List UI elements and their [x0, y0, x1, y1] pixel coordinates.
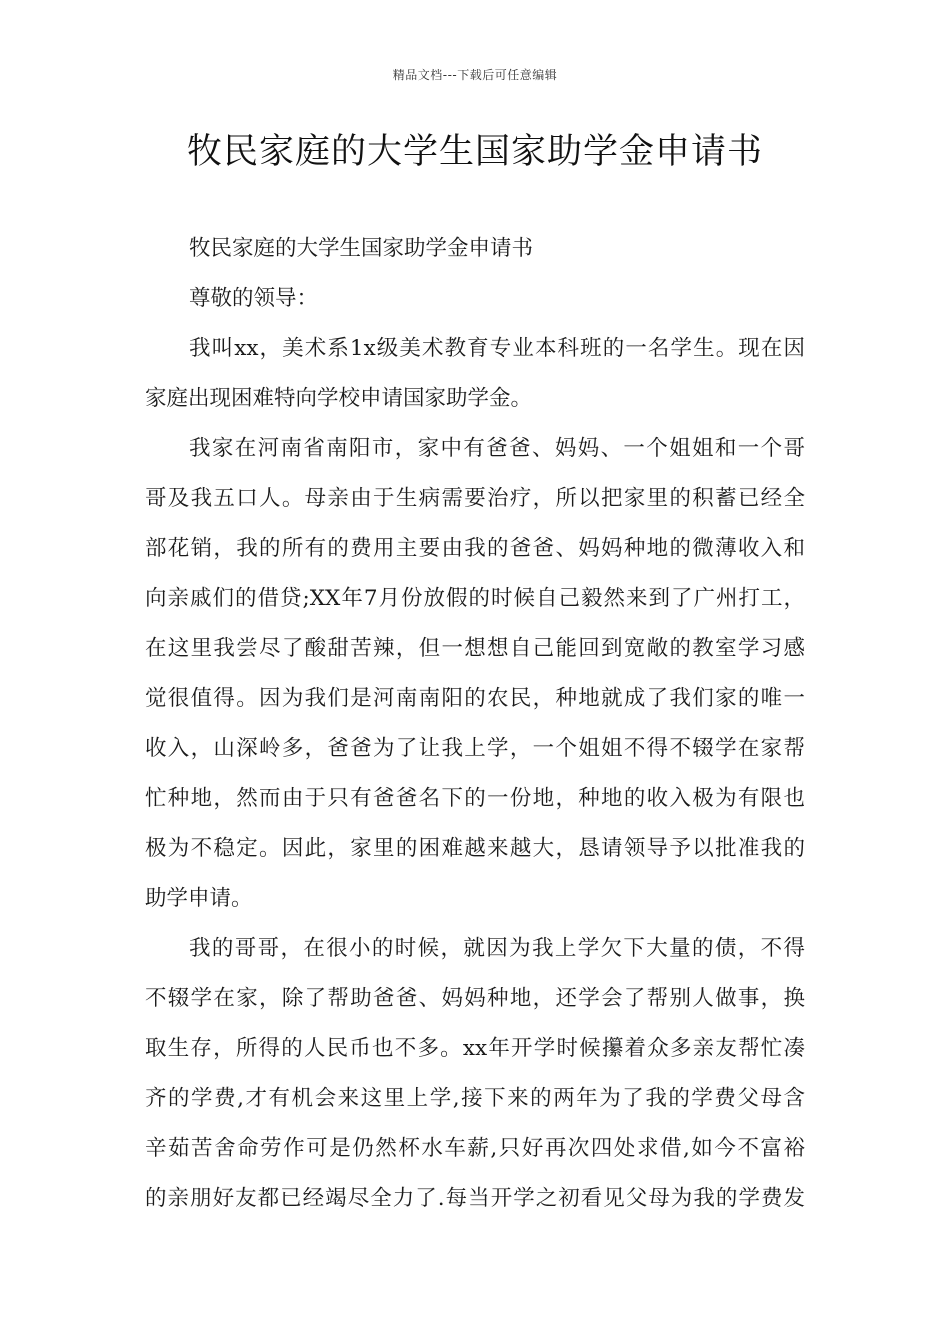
paragraph-line: 我叫xx，美术系1x级美术教育专业本科班的一名学生。现在因	[189, 336, 805, 361]
paragraph-line: 我的哥哥，在很小的时候，就因为我上学欠下大量的债，不得	[189, 936, 805, 961]
document-title: 牧民家庭的大学生国家助学金申请书	[186, 132, 763, 172]
paragraph-subtitle	[145, 224, 805, 274]
header-note: 精品文档---下载后可任意编辑	[392, 68, 558, 82]
paragraph-line: 齐的学费,才有机会来这里上学,接下来的两年为了我的学费父母含	[145, 1086, 805, 1111]
paragraph-line: 忙种地，然而由于只有爸爸名下的一份地，种地的收入极为有限也	[145, 786, 805, 811]
paragraph-line: 哥及我五口人。母亲由于生病需要治疗，所以把家里的积蓄已经全	[145, 486, 805, 511]
paragraph-line: 觉很值得。因为我们是河南南阳的农民，种地就成了我们家的唯一	[145, 686, 805, 711]
paragraph-line: 助学申请。	[145, 886, 253, 911]
paragraph-line: 向亲戚们的借贷;XX年7月份放假的时候自己毅然来到了广州打工，	[145, 586, 805, 611]
paragraph-line: 收入，山深岭多，爸爸为了让我上学，一个姐姐不得不辍学在家帮	[145, 736, 805, 761]
paragraph-salutation	[145, 274, 805, 324]
paragraph-line: 极为不稳定。因此，家里的困难越来越大，恳请领导予以批准我的	[145, 836, 805, 861]
paragraph-brother	[145, 924, 805, 1224]
paragraph-line: 我家在河南省南阳市，家中有爸爸、妈妈、一个姐姐和一个哥	[189, 436, 805, 461]
paragraph-line: 牧民家庭的大学生国家助学金申请书	[189, 236, 534, 261]
paragraph-line: 辛茹苦舍命劳作可是仍然杯水车薪,只好再次四处求借,如今不富裕	[145, 1136, 805, 1161]
paragraph-intro	[145, 324, 805, 424]
paragraph-line: 不辍学在家，除了帮助爸爸、妈妈种地，还学会了帮别人做事，换	[145, 986, 805, 1011]
paragraph-line: 部花销，我的所有的费用主要由我的爸爸、妈妈种地的微薄收入和	[145, 536, 805, 561]
document-body	[145, 224, 805, 1224]
paragraph-line: 尊敬的领导：	[189, 286, 319, 311]
paragraph-family	[145, 424, 805, 924]
paragraph-line: 在这里我尝尽了酸甜苦辣，但一想想自己能回到宽敞的教室学习感	[145, 636, 805, 661]
paragraph-line: 家庭出现困难特向学校申请国家助学金。	[145, 386, 533, 411]
paragraph-line: 取生存，所得的人民币也不多。xx年开学时候攥着众多亲友帮忙凑	[145, 1036, 805, 1061]
paragraph-line: 的亲朋好友都已经竭尽全力了.每当开学之初看见父母为我的学费发	[145, 1186, 805, 1211]
